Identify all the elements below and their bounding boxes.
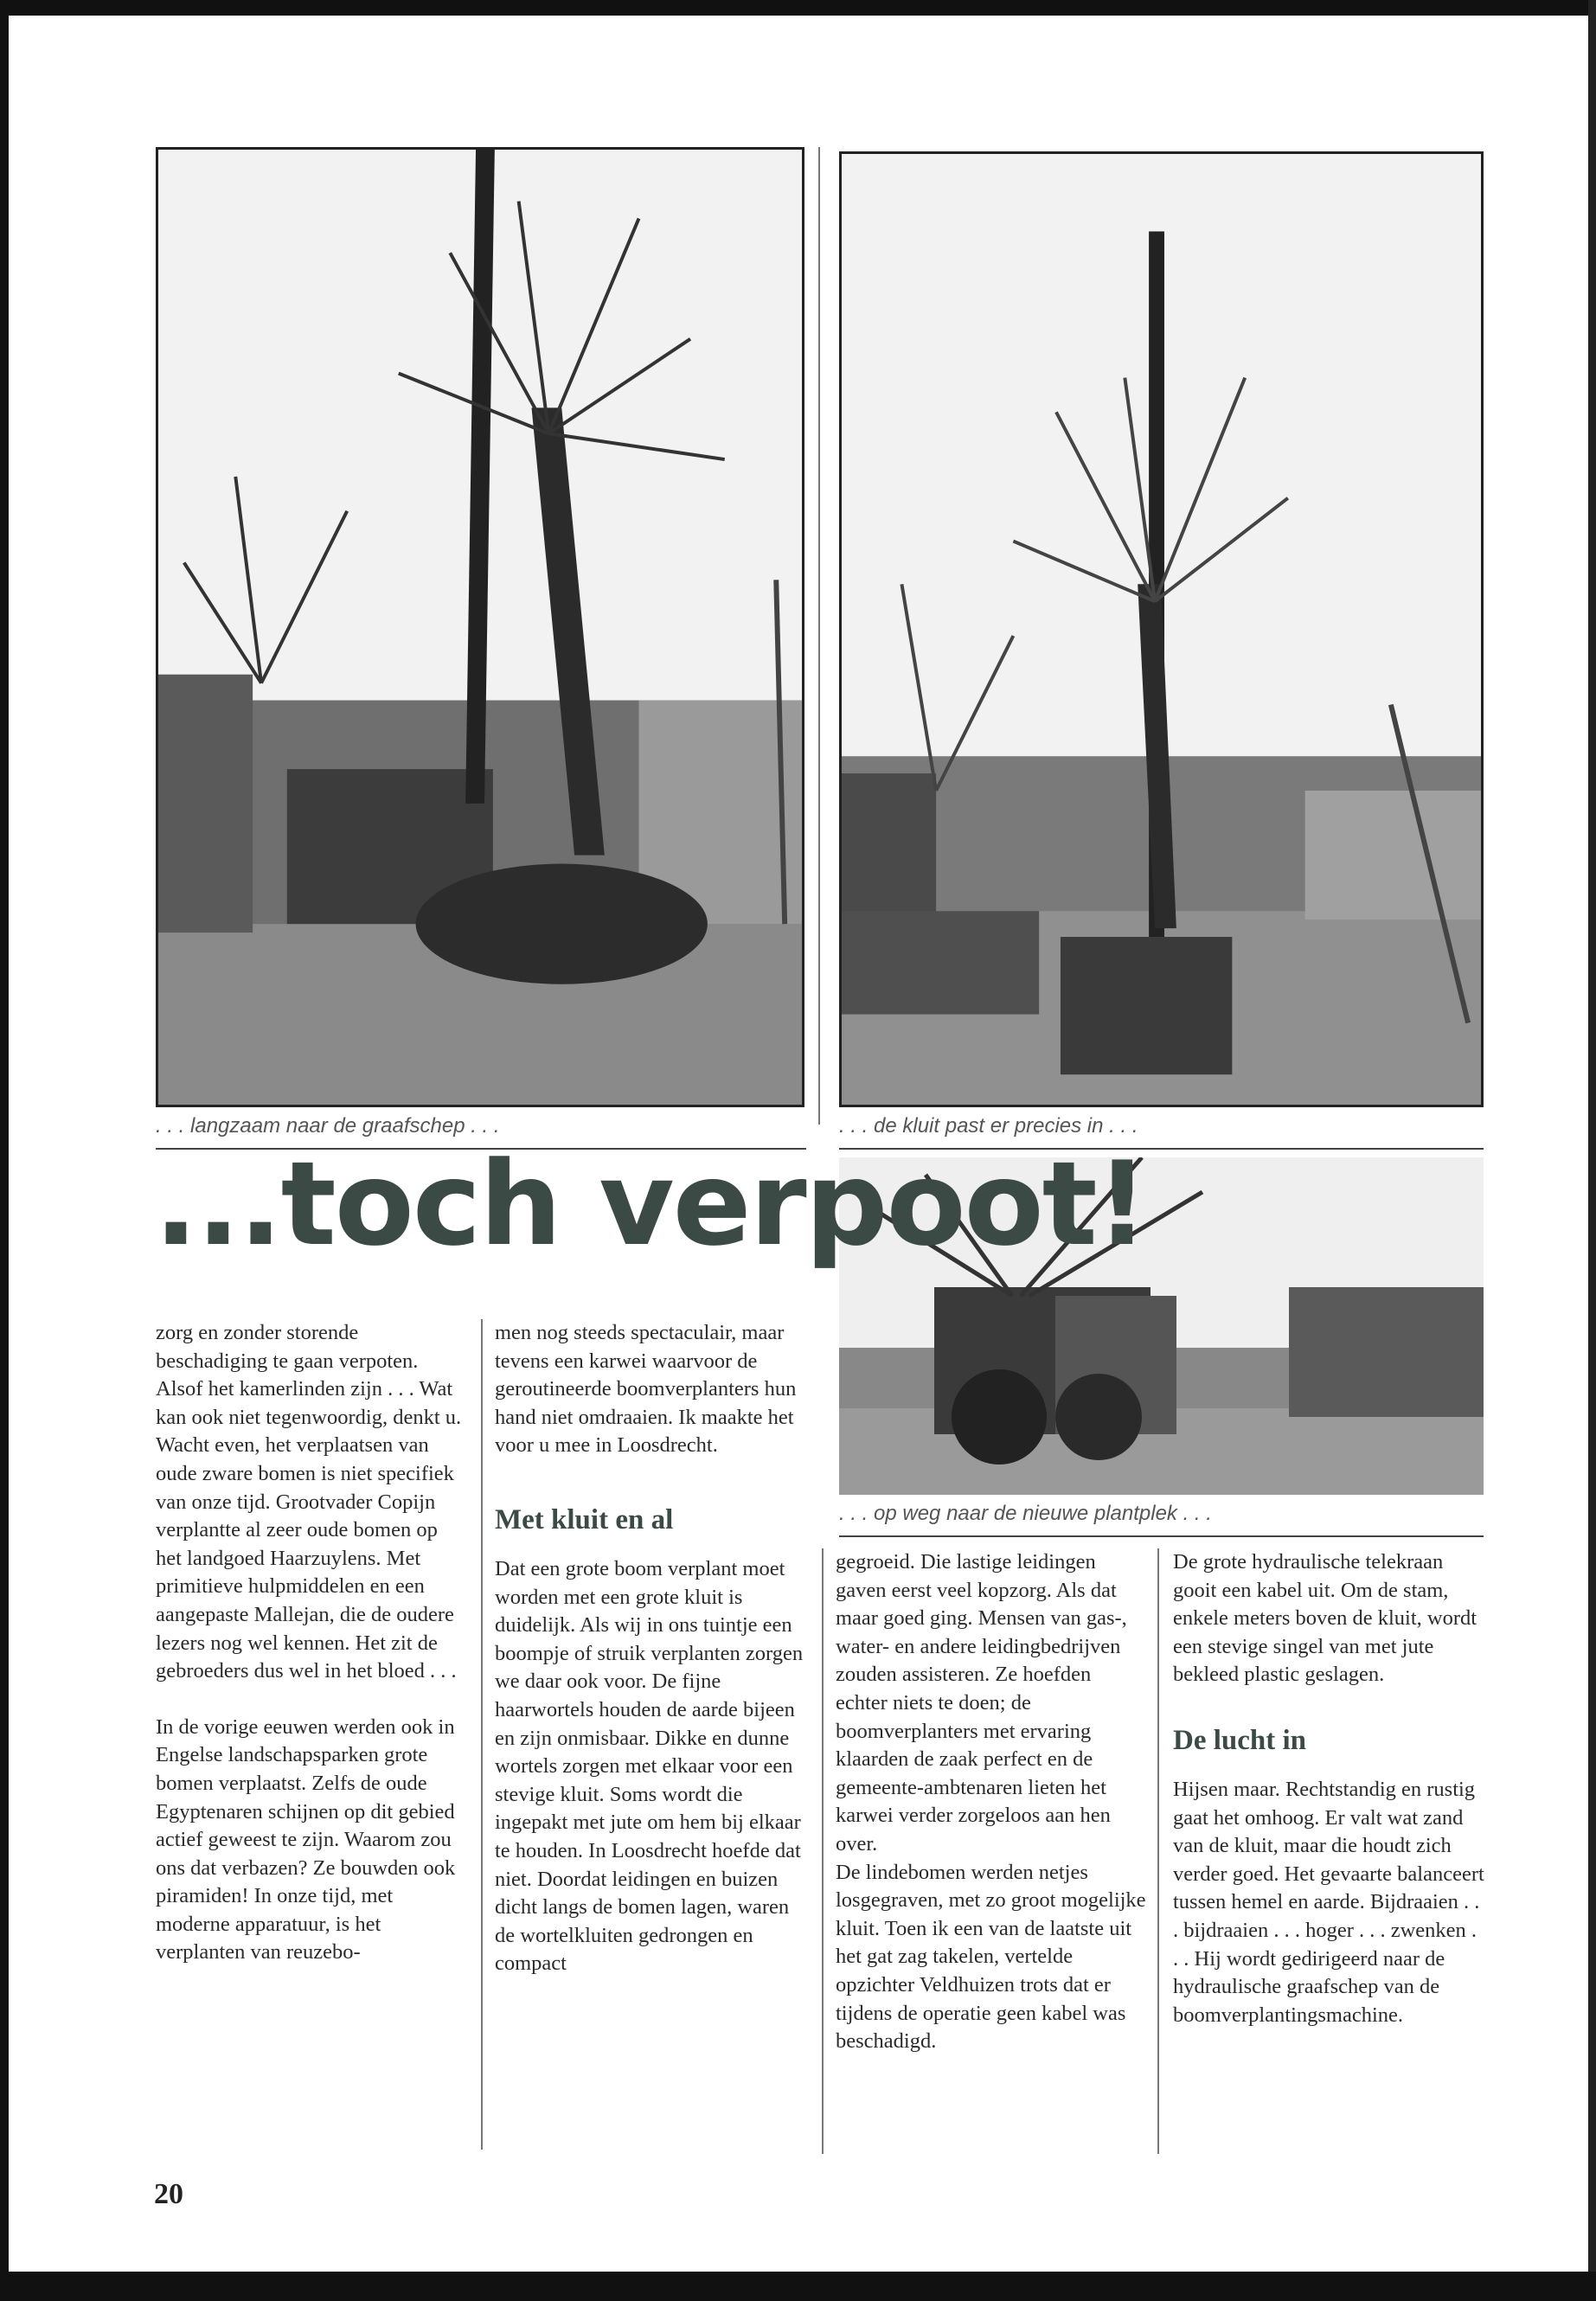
article-paragraph: men nog steeds spectaculair, maar tevens een karwei waarvoor de geroutineerde boomverplanters hun hand niet omdraaien. Ik maakte het voor u mee in Loosdrecht. [495, 1321, 797, 1458]
scan-border-left [0, 0, 9, 2301]
subheading-met-kluit-en-al: Met kluit en al [495, 1503, 674, 1535]
article-column-4 [1173, 1548, 1484, 2057]
photo-tree-lifted-by-crane [156, 147, 804, 1107]
article-paragraph: gegroeid. Die lastige leidingen gaven eerst veel kopzorg. Als dat maar goed ging. Mensen van gas-, water- en andere leidingbedrijven zouden assisteren. Ze hoefden echter niets te doen; de boomverplanters met ervaring klaarden de zaak perfect en de gemeente-ambtenaren lieten het karwei verder zorgeloos aan hen over. [836, 1550, 1127, 1856]
article-column-2 [495, 1319, 806, 2006]
article-column-3 [836, 1548, 1147, 2084]
photo-root-ball-fits [839, 151, 1484, 1107]
headline: ...toch verpoot! [154, 1137, 1147, 1272]
article-paragraph: Dat een grote boom verplant moet worden met een grote kluit is duidelijk. Als wij in ons tuintje een boompje of struik verplanten zorgen we daar ook voor. De fijne haarwortels houden de aarde bijeen en zijn onmisbaar. Dikke en dunne wortels zorgen met elkaar voor een stevige kluit. Soms wordt die ingepakt met jute om hem bij elkaar te houden. In Loosdrecht hoefde dat niet. Doordat leidingen en buizen dicht langs de bomen lagen, waren de wortelkluiten gedrongen en compact [495, 1556, 804, 1976]
page-number: 20 [154, 2178, 183, 2210]
article-paragraph: In de vorige eeuwen werden ook in Engelse landschapsparken grote bomen verplaatst. Zelfs de oude Egyptenaren schijnen op dit gebied actief geweest te zijn. Waarom zou ons dat verbazen? Ze bouwden ook piramiden! In onze tijd, met moderne apparatuur, is het verplanten van reuzebo- [156, 1715, 456, 1965]
scan-border-bottom [0, 2272, 1596, 2301]
column-divider-2 [822, 1548, 824, 2154]
caption-photo-1: . . . langzaam naar de graafschep . . . [156, 1114, 500, 1138]
article-column-1 [156, 1319, 467, 1995]
caption-rule-photo-3 [839, 1535, 1484, 1537]
column-divider-3 [1157, 1548, 1159, 2154]
article-paragraph: De grote hydraulische telekraan gooit een kabel uit. Om de stam, enkele meters boven de kluit, wordt een stevige singel van met jute bekleed plastic geslagen. [1173, 1550, 1477, 1687]
column-divider-1 [481, 1319, 483, 2150]
article-paragraph: Hijsen maar. Rechtstandig en rustig gaat het omhoog. Er valt wat zand van de kluit, maar die houdt zich verder goed. Het gevaarte balanceert tussen hemel en aarde. Bijdraaien . . . bijdraaien . . . hoger . . . zwenken . . . Hij wordt gedirigeerd naar de hydraulische graafschep van de boomverplantingsmachine. [1173, 1777, 1484, 2027]
column-divider-photos [818, 147, 820, 1125]
article-paragraph: zorg en zonder storende beschadiging te gaan verpoten. Alsof het kamerlinden zijn . . . Wat kan ook niet tegenwoordig, denkt u. Wacht even, het verplaatsen van oude zware bomen is niet specifiek van onze tijd. Grootvader Copijn verplantte al zeer oude bomen op het landgoed Haarzuylens. Met primitieve hulpmiddelen en een aangepaste Mallejan, die de oudere lezers nog wel kennen. Het zit de gebroeders dus wel in het bloed . . . [156, 1321, 462, 1683]
scan-border-top [0, 0, 1596, 16]
subheading-de-lucht-in: De lucht in [1173, 1724, 1307, 1756]
article-paragraph: De lindebomen werden netjes losgegraven, met zo groot mogelijke kluit. Toen ik een van de laatste uit het gat zag takelen, vertelde opzichter Veldhuizen trots dat er tijdens de operatie geen kabel was beschadigd. [836, 1860, 1146, 2054]
scan-border-right [1588, 0, 1596, 2301]
caption-photo-3: . . . op weg naar de nieuwe plantplek . . . [839, 1502, 1212, 1525]
caption-photo-2: . . . de kluit past er precies in . . . [839, 1114, 1138, 1138]
